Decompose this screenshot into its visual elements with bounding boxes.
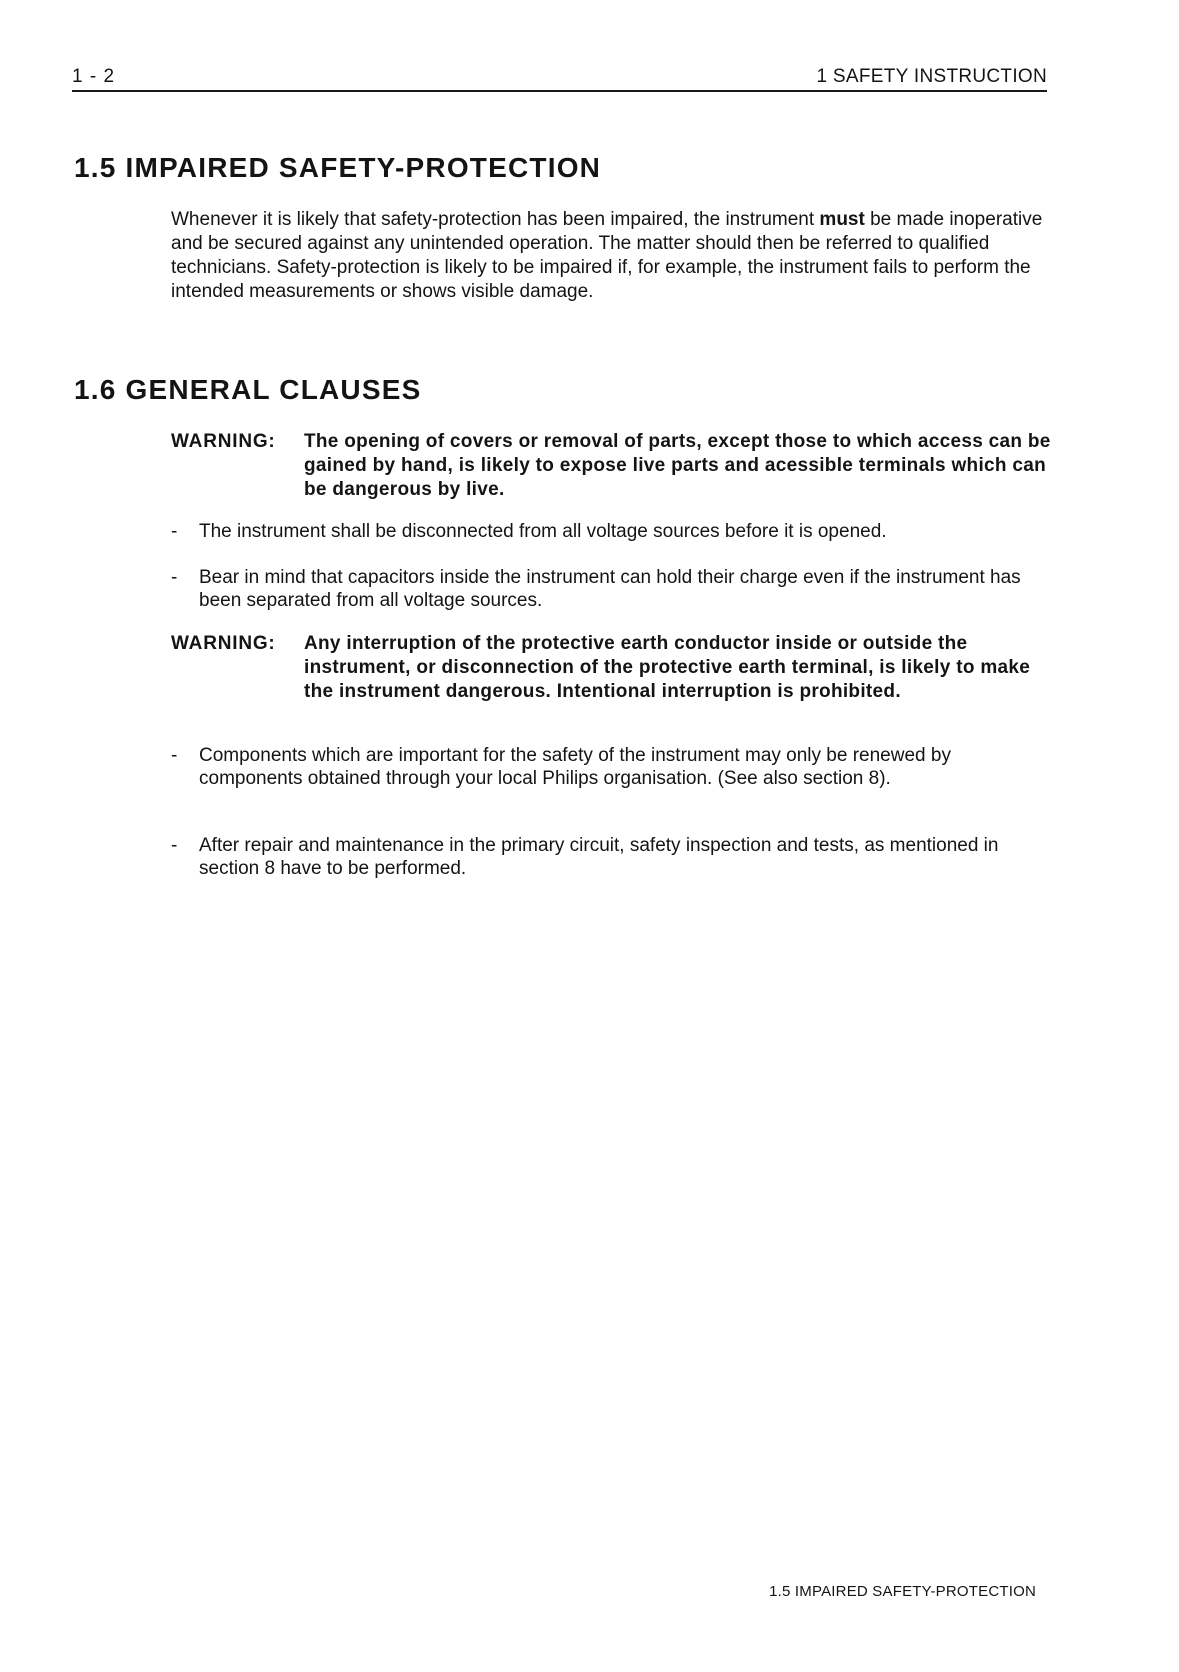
paragraph-text-start: Whenever it is likely that safety-protection has been impaired, the instrument xyxy=(171,209,820,230)
bullet-text: The instrument shall be disconnected from all voltage sources before it is opened. xyxy=(199,521,887,542)
section-1-6-heading: 1.6 GENERAL CLAUSES xyxy=(74,374,422,405)
page-number: 1 - 2 xyxy=(72,66,116,87)
chapter-title: 1 SAFETY INSTRUCTION xyxy=(816,66,1047,87)
section-1-5-heading: 1.5 IMPAIRED SAFETY-PROTECTION xyxy=(74,152,602,183)
page-header xyxy=(72,66,1047,92)
bullet-text: Components which are important for the safety of the instrument may only be renewed by components obtained through your local Philips organisation. (See also section 8). xyxy=(199,745,951,789)
warning-text: Any interruption of the protective earth conductor inside or outside the instrument, or disconnection of the protective earth terminal, is likely to make the instrument dangerous. Intentional interruption is prohibited. xyxy=(304,633,1031,702)
warning-label: WARNING: xyxy=(171,633,276,654)
bullet-dash: - xyxy=(171,835,178,856)
warning-text: The opening of covers or removal of parts, except those to which access can be gained by hand, is likely to expose live parts and acessible terminals which can be dangerous by live. xyxy=(304,431,1051,500)
page-footer: 1.5 IMPAIRED SAFETY-PROTECTION xyxy=(769,1583,1036,1600)
bullet-dash: - xyxy=(171,567,178,588)
section-1-5-paragraph xyxy=(171,208,1051,304)
warning-label: WARNING: xyxy=(171,431,276,452)
bullet-dash: - xyxy=(171,745,178,766)
paragraph-emphasis: must xyxy=(819,209,865,230)
paragraph-text-end: be made inoperative and be secured against any unintended operation. The matter should then be referred to qualified technicians. Safety-protection is likely to be impaired if, for example, the instrument fails to perform the intended measurements or shows visible damage. xyxy=(171,209,1043,302)
bullet-text: Bear in mind that capacitors inside the instrument can hold their charge even if the instrument has been separated from all voltage sources. xyxy=(199,567,1021,611)
bullet-text: After repair and maintenance in the primary circuit, safety inspection and tests, as mentioned in section 8 have to be performed. xyxy=(199,835,999,879)
bullet-dash: - xyxy=(171,521,178,542)
